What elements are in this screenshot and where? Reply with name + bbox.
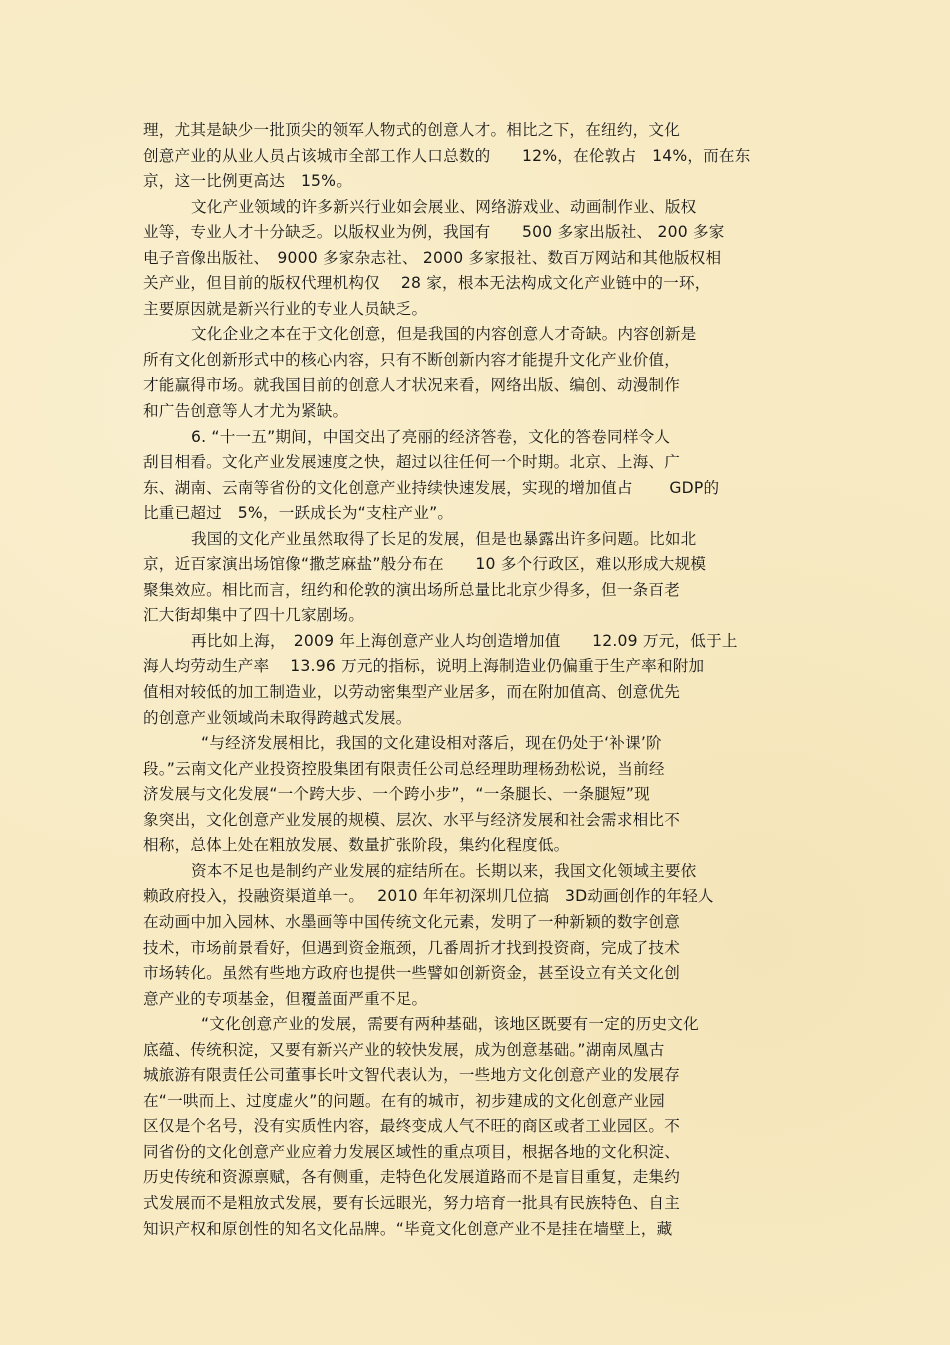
document-body [143, 118, 808, 1242]
text-line: 意产业的专项基金，但覆盖面严重不足。 [143, 989, 428, 1008]
text-line: 相称，总体上处在粗放发展、数量扩张阶段，集约化程度低。 [143, 836, 570, 855]
text-line: 的创意产业领域尚未取得跨越式发展。 [143, 708, 412, 727]
text-line: 主要原因就是新兴行业的专业人员缺乏。 [143, 299, 428, 318]
text-line: 东、湖南、云南等省份的文化创意产业持续快速发展，实现的增加值占 GDP的 [143, 478, 720, 497]
text-line: 底蕴、传统积淀，又要有新兴产业的较快发展，成为创意基础。”湖南凤凰古 [143, 1040, 665, 1059]
text-line: 值相对较低的加工制造业，以劳动密集型产业居多，而在附加值高、创意优先 [143, 683, 680, 702]
text-line: 理，尤其是缺少一批顶尖的领军人物式的创意人才。相比之下，在纽约，文化 [143, 121, 680, 139]
text-line: 在“一哄而上、过度虚火”的问题。在有的城市，初步建成的文化创意产业园 [143, 1091, 665, 1110]
text-line: 汇大街却集中了四十几家剧场。 [143, 606, 365, 625]
text-line: 式发展而不是粗放式发展，要有长远眼光，努力培育一批具有民族特色、自主 [143, 1193, 680, 1212]
text-line: 京，近百家演出场馆像“撒芝麻盐”般分布在 10 多个行政区，难以形成大规模 [143, 555, 707, 574]
text-line: 在动画中加入园林、水墨画等中国传统文化元素，发明了一种新颖的数字创意 [143, 912, 680, 931]
text-line: “文化创意产业的发展，需要有两种基础，该地区既要有一定的历史文化 [201, 1015, 699, 1034]
text-line: 比重已超过 5%，一跃成长为“支柱产业”。 [143, 504, 454, 523]
text-line: 城旅游有限责任公司董事长叶文智代表认为，一些地方文化创意产业的发展存 [143, 1066, 680, 1085]
text-line: 赖政府投入，投融资渠道单一。 2010 年年初深圳几位搞 3D动画创作的年轻人 [143, 887, 714, 906]
text-line: 区仅是个名号，没有实质性内容，最终变成人气不旺的商区或者工业园区。不 [143, 1117, 680, 1136]
text-line: 刮目相看。文化产业发展速度之快，超过以往任何一个时期。北京、上海、广 [143, 453, 680, 472]
text-line: 技术，市场前景看好，但遇到资金瓶颈，几番周折才找到投资商，完成了技术 [143, 938, 680, 957]
text-line: 象突出，文化创意产业发展的规模、层次、水平与经济发展和社会需求相比不 [143, 810, 680, 829]
text-line: 创意产业的从业人员占该城市全部工作人口总数的 12%，在伦敦占 14%，而在东 [143, 146, 751, 165]
text-line: 再比如上海， 2009 年上海创意产业人均创造增加值 12.09 万元，低于上 [191, 631, 738, 650]
text-line: 电子音像出版社、 9000 多家杂志社、 2000 多家报社、数百万网站和其他版权相 [143, 248, 722, 267]
text-line: 济发展与文化发展“一个跨大步、一个跨小步”，“一条腿长、一条腿短”现 [143, 785, 650, 804]
text-line: “与经济发展相比，我国的文化建设相对落后，现在仍处于‘补课’阶 [201, 734, 662, 753]
text-line: 知识产权和原创性的知名文化品牌。“毕竟文化创意产业不是挂在墙壁上，藏 [143, 1219, 673, 1238]
text-line: 历史传统和资源禀赋，各有侧重，走特色化发展道路而不是盲目重复，走集约 [143, 1168, 680, 1187]
text-line: 文化产业领域的许多新兴行业如会展业、网络游戏业、动画制作业、版权 [191, 197, 697, 216]
text-line: 文化企业之本在于文化创意，但是我国的内容创意人才奇缺。内容创新是 [191, 325, 697, 344]
text-line: 同省份的文化创意产业应着力发展区域性的重点项目，根据各地的文化积淀、 [143, 1142, 680, 1161]
text-line: 才能赢得市场。就我国目前的创意人才状况来看，网络出版、编创、动漫制作 [143, 376, 680, 395]
text-line: 业等，专业人才十分缺乏。以版权业为例，我国有 500 多家出版社、 200 多家 [143, 223, 725, 242]
text-line: 6. “十一五”期间，中国交出了亮丽的经济答卷，文化的答卷同样令人 [191, 427, 671, 446]
text-line: 我国的文化产业虽然取得了长足的发展，但是也暴露出许多问题。比如北 [191, 529, 697, 548]
text-line: 关产业，但目前的版权代理机构仅 28 家，根本无法构成文化产业链中的一环， [143, 274, 711, 293]
text-line: 海人均劳动生产率 13.96 万元的指标，说明上海制造业仍偏重于生产率和附加 [143, 657, 705, 676]
text-line: 所有文化创新形式中的核心内容，只有不断创新内容才能提升文化产业价值， [143, 350, 680, 369]
text-line: 市场转化。虽然有些地方政府也提供一些譬如创新资金，甚至设立有关文化创 [143, 964, 680, 983]
text-line: 段。”云南文化产业投资控股集团有限责任公司总经理助理杨劲松说，当前经 [143, 759, 665, 778]
text-line: 和广告创意等人才尤为紧缺。 [143, 402, 349, 421]
text-line: 京，这一比例更高达 15%。 [143, 172, 352, 191]
text-line: 资本不足也是制约产业发展的症结所在。长期以来，我国文化领域主要依 [191, 861, 697, 880]
text-line: 聚集效应。相比而言，纽约和伦敦的演出场所总量比北京少得多，但一条百老 [143, 580, 680, 599]
